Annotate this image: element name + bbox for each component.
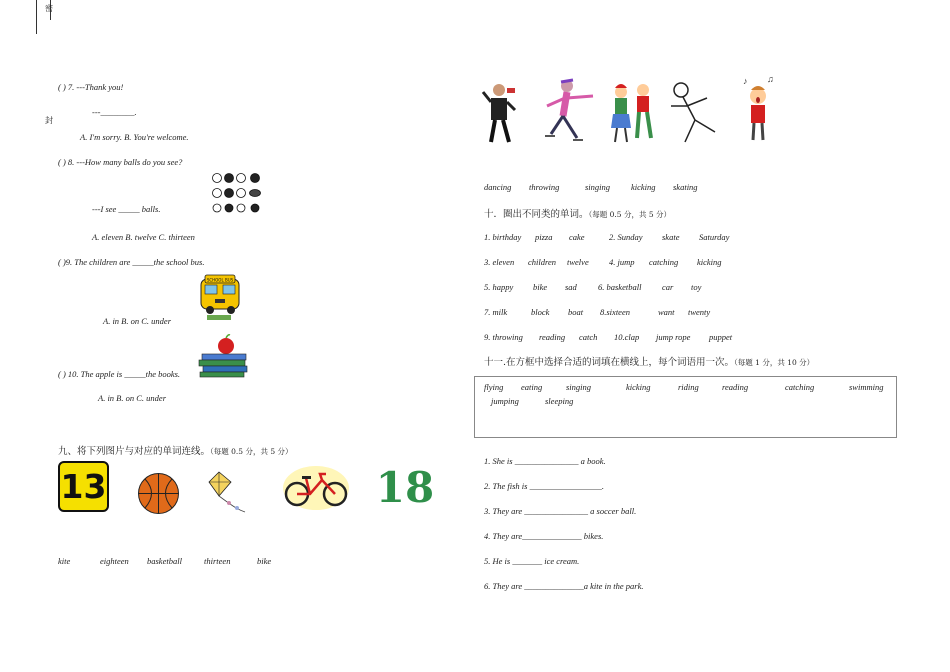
- q8-answer-line: ---I see _____ balls.: [92, 204, 161, 214]
- action-word-skating: skating: [673, 182, 698, 192]
- fill-sentence: 6. They are ______________a kite in the park.: [484, 581, 644, 591]
- action-word-throwing: throwing: [529, 182, 560, 192]
- odd-one-out-word: cake: [569, 232, 585, 242]
- q7-options: A. I'm sorry. B. You're welcome.: [80, 132, 189, 142]
- odd-one-out-word: 3. eleven: [484, 257, 515, 267]
- apple-on-books-illustration: [196, 333, 250, 379]
- odd-one-out-word: skate: [662, 232, 680, 242]
- odd-one-out-word: twenty: [688, 307, 711, 317]
- fill-sentence: 3. They are _______________ a soccer ball.: [484, 506, 637, 516]
- kicking-stick-figure: [671, 83, 715, 142]
- number-13-picture: 13: [58, 461, 109, 512]
- odd-one-out-word: block: [531, 307, 550, 317]
- q7-answer-line: ---________.: [92, 107, 137, 117]
- seal-mark: 密: [45, 4, 53, 13]
- binding-line: [36, 0, 37, 34]
- q7-stem: ( ) 7. ---Thank you!: [58, 82, 124, 92]
- word-bank-item: flying: [484, 382, 504, 392]
- odd-one-out-word: 2. Sunday: [609, 232, 643, 242]
- q9-options: A. in B. on C. under: [103, 316, 171, 326]
- word-bank-item: reading: [722, 382, 749, 392]
- fill-sentence: 5. He is _______ ice cream.: [484, 556, 580, 566]
- action-word-singing: singing: [585, 182, 611, 192]
- odd-one-out-word: 10.clap: [614, 332, 640, 342]
- section10-title: 十．圈出不同类的单词。: [484, 209, 589, 220]
- word-thirteen: thirteen: [204, 556, 231, 566]
- odd-one-out-word: 7. milk: [484, 307, 508, 317]
- action-word-dancing: dancing: [484, 182, 512, 192]
- fill-sentence: 1. She is _______________ a book.: [484, 456, 606, 466]
- word-bank-item: riding: [678, 382, 699, 392]
- word-bank-item: eating: [521, 382, 543, 392]
- odd-one-out-word: boat: [568, 307, 584, 317]
- word-bank-item: jumping: [491, 396, 519, 406]
- singing-kids-figure: [611, 84, 651, 142]
- action-pictures: [481, 76, 781, 148]
- kite-picture: [205, 470, 251, 516]
- odd-one-out-word: 1. birthday: [484, 232, 522, 242]
- svg-text:♫: ♫: [767, 76, 774, 84]
- school-bus-illustration: [197, 273, 243, 323]
- svg-text:♪: ♪: [743, 76, 748, 86]
- section10-score: （每题 0.5 分，共 5 分）: [588, 210, 672, 219]
- basketball-picture: [137, 472, 180, 515]
- odd-one-out-word: jump rope: [656, 332, 691, 342]
- action-word-kicking: kicking: [631, 182, 656, 192]
- number-18-picture: 18: [375, 462, 435, 512]
- odd-one-out-word: 4. jump: [609, 257, 635, 267]
- odd-one-out-word: catch: [579, 332, 598, 342]
- fill-sentence: 2. The fish is _________________.: [484, 481, 604, 491]
- section10-heading: [484, 206, 671, 220]
- seal-mark-2: 封: [45, 116, 53, 125]
- odd-one-out-word: 5. happy: [484, 282, 514, 292]
- odd-one-out-word: pizza: [535, 232, 553, 242]
- odd-one-out-word: bike: [533, 282, 548, 292]
- odd-one-out-word: 6. basketball: [598, 282, 642, 292]
- word-basketball: basketball: [147, 556, 182, 566]
- word-kite: kite: [58, 556, 71, 566]
- skating-figure: [545, 80, 593, 140]
- section9-score: （每题 0.5 分，共 5 分）: [210, 447, 293, 456]
- odd-one-out-word: puppet: [709, 332, 733, 342]
- odd-one-out-word: car: [662, 282, 674, 292]
- q9-stem: ( )9. The children are _____the school bus.: [58, 257, 205, 267]
- word-bank-item: catching: [785, 382, 815, 392]
- odd-one-out-word: 8.sixteen: [600, 307, 630, 317]
- dancing-figure: [483, 84, 515, 142]
- q8-options: A. eleven B. twelve C. thirteen: [92, 232, 195, 242]
- balls-illustration: [211, 172, 265, 214]
- word-bank-item: sleeping: [545, 396, 574, 406]
- odd-one-out-word: toy: [691, 282, 702, 292]
- bike-picture: [282, 462, 350, 510]
- q10-stem: ( ) 10. The apple is _____the books.: [58, 369, 181, 379]
- odd-one-out-word: catching: [649, 257, 679, 267]
- section11-heading: [484, 354, 814, 368]
- word-eighteen: eighteen: [100, 556, 129, 566]
- section9-title: 九、将下列图片与对应的单词连线。: [58, 446, 211, 457]
- odd-one-out-word: sad: [565, 282, 577, 292]
- odd-one-out-word: kicking: [697, 257, 722, 267]
- q8-stem: ( ) 8. ---How many balls do you see?: [58, 157, 183, 167]
- word-bank-item: swimming: [849, 382, 884, 392]
- word-bank-item: singing: [566, 382, 592, 392]
- section11-title: 十一.在方框中选择合适的词填在横线上，每个词语用一次。: [484, 357, 735, 368]
- odd-one-out-word: reading: [539, 332, 566, 342]
- bus-sign-text: SCHOOL BUS: [206, 277, 234, 283]
- singing-boy-figure: [743, 76, 774, 140]
- odd-one-out-word: children: [528, 257, 557, 267]
- section11-score: （每题 1 分，共 10 分）: [734, 358, 815, 367]
- odd-one-out-word: want: [658, 307, 675, 317]
- word-bank-item: kicking: [626, 382, 651, 392]
- odd-one-out-word: twelve: [567, 257, 589, 267]
- fill-sentence: 4. They are______________ bikes.: [484, 531, 604, 541]
- word-bike: bike: [257, 556, 272, 566]
- odd-one-out-word: Saturday: [699, 232, 730, 242]
- section9-heading: [58, 443, 293, 457]
- q10-options: A. in B. on C. under: [98, 393, 166, 403]
- odd-one-out-word: 9. throwing: [484, 332, 523, 342]
